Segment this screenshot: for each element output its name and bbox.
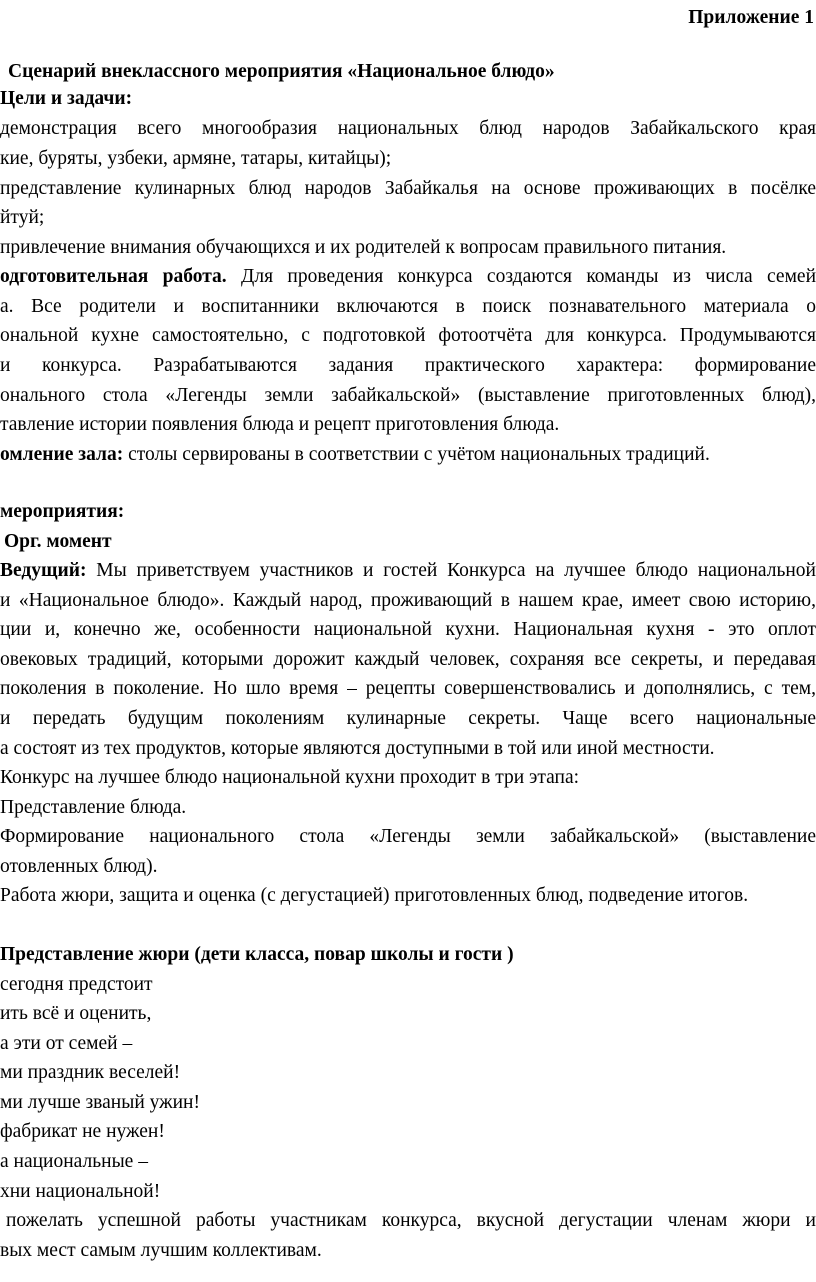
host-line: а состоят из тех продуктов, которые являются доступными в той или иной местности. (0, 738, 715, 759)
prep-paragraph-first: одготовительная работа. Для проведения конкурса создаются команды из числа семей (0, 266, 816, 287)
prep-line: тавление истории появления блюда и рецепт приготовления блюда. (0, 414, 560, 435)
host-line: поколения в поколение. Но шло время – рецепты совершенствовались и дополнялись, с тем, (0, 678, 816, 699)
prep-label: одготовительная работа. (0, 266, 227, 287)
poem-line: а эти от семей – (0, 1033, 133, 1054)
host-label: Ведущий: (0, 560, 87, 581)
appendix-label: Приложение 1 (688, 7, 814, 28)
poem-line: хни национальной! (0, 1181, 161, 1202)
prep-line: ональной кухне самостоятельно, с подготовкой фотоотчёта для конкурса. Продумываются (0, 325, 816, 346)
poem-line: а национальные – (0, 1151, 148, 1172)
stage-1: Представление блюда. (0, 797, 187, 818)
hall-decoration: омление зала: столы сервированы в соответствии с учётом национальных традиций. (0, 444, 710, 465)
goals-heading: Цели и задачи: (0, 88, 133, 109)
poem-line: ить всё и оценить, (0, 1003, 152, 1024)
goals-line: представление кулинарных блюд народов Забайкалья на основе проживающих в посёлке (0, 178, 816, 199)
poem-line: ми лучше званый ужин! (0, 1092, 200, 1113)
poem-line: сегодня предстоит (0, 974, 153, 995)
goals-line: демонстрация всего многообразия национальных блюд народов Забайкальского края (0, 118, 816, 139)
prep-line: а. Все родители и воспитанники включаются в поиск познавательного материала о (0, 296, 816, 317)
host-paragraph-first: Ведущий: Мы приветствуем участников и гостей Конкурса на лучшее блюдо национальной (0, 560, 816, 581)
org-moment-heading: Орг. момент (4, 531, 112, 552)
hall-label: омление зала: (0, 444, 124, 465)
goals-line: йтуй; (0, 207, 45, 228)
wish-line: вых мест самым лучшим коллективам. (0, 1240, 322, 1261)
host-line: и «Национальное блюдо». Каждый народ, проживающий в нашем крае, имеет свою историю, (0, 590, 816, 611)
jury-heading: Представление жюри (дети класса, повар школы и гости ) (0, 944, 514, 965)
document-title: Сценарий внеклассного мероприятия «Национальное блюдо» (8, 61, 555, 82)
stage-3: Работа жюри, защита и оценка (с дегустацией) приготовленных блюд, подведение итогов. (0, 885, 749, 906)
stage-2: Формирование национального стола «Легенды земли забайкальской» (выставление (0, 826, 816, 847)
wish-line: пожелать успешной работы участникам конкурса, вкусной дегустации членам жюри и (6, 1210, 816, 1231)
event-heading: мероприятия: (0, 501, 125, 522)
prep-line: и конкурса. Разрабатываются задания практического характера: формирование (0, 355, 816, 376)
poem-line: фабрикат не нужен! (0, 1121, 165, 1142)
goals-line: кие, буряты, узбеки, армяне, татары, китайцы); (0, 148, 392, 169)
host-line: овековых традиций, которыми дорожит каждый человек, сохраняя все секреты, и передавая (0, 649, 816, 670)
host-line: ции и, конечно же, особенности национальной кухни. Национальная кухня - это оплот (0, 619, 816, 640)
stages-intro: Конкурс на лучшее блюдо национальной кухни проходит в три этапа: (0, 767, 580, 788)
prep-line: онального стола «Легенды земли забайкальской» (выставление приготовленных блюд), (0, 385, 816, 406)
host-line: и передать будущим поколениям кулинарные секреты. Чаще всего национальные (0, 708, 816, 729)
goals-line: привлечение внимания обучающихся и их родителей к вопросам правильного питания. (0, 237, 727, 258)
poem-line: ми праздник веселей! (0, 1062, 181, 1083)
stage-2-continued: отовленных блюд). (0, 856, 158, 877)
